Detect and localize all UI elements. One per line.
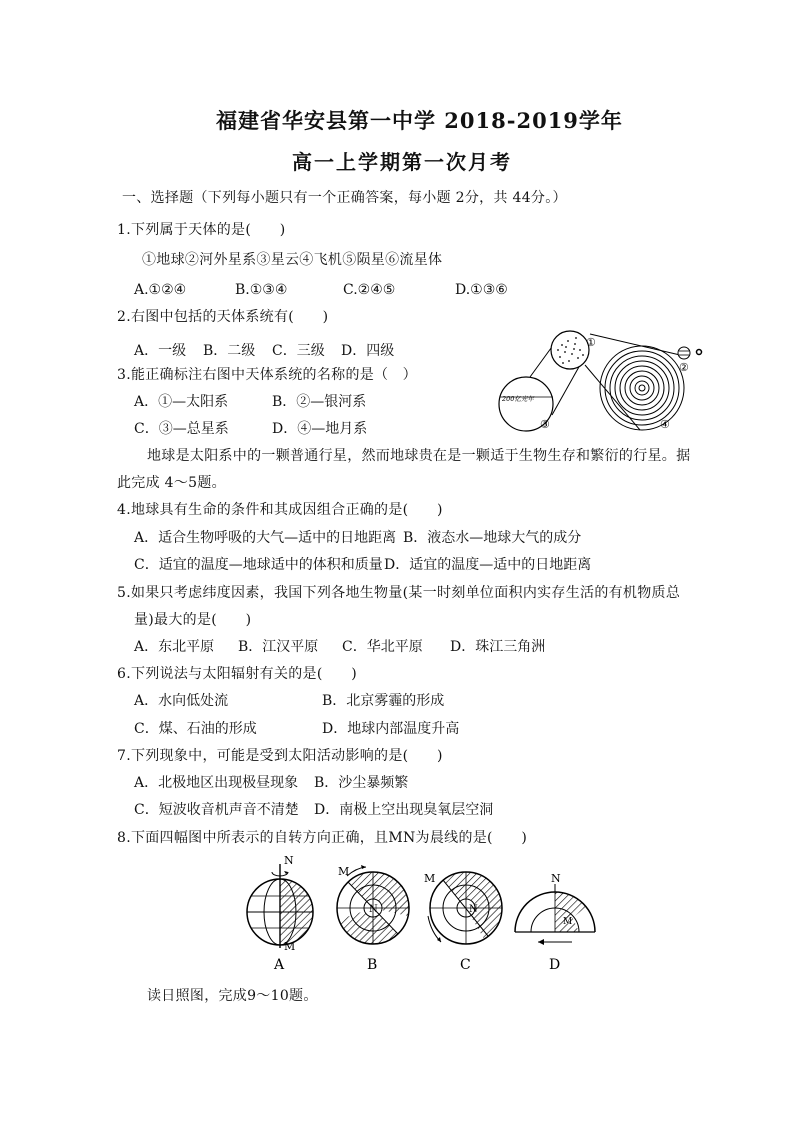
q6-option-a: A．水向低处流: [134, 693, 229, 709]
moon-icon: [697, 350, 702, 355]
passage-1-line-2: 此完成 4～5题。: [117, 475, 226, 491]
q4-option-b: B．液态水—地球大气的成分: [403, 530, 582, 546]
page-title: 福建省华安县第一中学 2018-2019学年: [216, 108, 623, 133]
q5-option-b: B．江汉平原: [238, 639, 319, 655]
q3-option-a: A．①—太阳系: [134, 394, 229, 410]
q3-option-c: C．③—总星系: [134, 421, 229, 437]
q4-option-a: A．适合生物呼吸的大气—适中的日地距离: [134, 530, 397, 546]
diagram-b-n-label: N: [369, 904, 378, 915]
passage-1-line-1: 地球是太阳系中的一颗普通行星，然而地球贵在是一颗适于生物生存和繁衍的行星。据: [147, 448, 691, 464]
q1-items: ①地球②河外星系③星云④飞机⑤陨星⑥流星体: [142, 252, 443, 268]
q5-option-d: D．珠江三角洲: [450, 639, 546, 655]
galaxy-circle: [551, 331, 589, 369]
label-1: ①: [586, 336, 596, 349]
q1-option-d: D.①③⑥: [455, 282, 508, 298]
q3-stem: 3.能正确标注右图中天体系统的名称的是（ ）: [117, 367, 417, 383]
q7-option-d: D．南极上空出现臭氧层空洞: [314, 802, 494, 818]
q6-option-c: C．煤、石油的形成: [134, 721, 257, 737]
earth-icon: [678, 347, 690, 359]
caption-d: D: [549, 957, 561, 973]
q7-option-a: A．北极地区出现极昼现象: [134, 775, 299, 791]
q5-option-a: A．东北平原: [134, 639, 215, 655]
q4-option-d: D．适宜的温度—适中的日地距离: [384, 557, 592, 573]
q2-option-c: C．三级: [272, 343, 325, 359]
q6-option-d: D．地球内部温度升高: [322, 721, 460, 737]
diagram-b-m-label: M: [338, 865, 350, 878]
caption-c: C: [460, 957, 471, 973]
q4-stem: 4.地球具有生命的条件和其成因组合正确的是( ): [117, 502, 443, 518]
label-2: ②: [679, 361, 689, 374]
q1-option-a: A.①②④: [134, 282, 187, 298]
q2-option-d: D．四级: [341, 343, 395, 359]
diagram-c: [424, 872, 502, 973]
rotation-diagrams-figure: [238, 850, 598, 975]
q2-option-a: A．一级: [134, 343, 187, 359]
diagram-a: [247, 854, 313, 973]
q3-option-d: D．④—地月系: [272, 421, 368, 437]
q7-stem: 7.下列现象中，可能是受到太阳活动影响的是( ): [117, 748, 443, 764]
diagram-b: [337, 865, 409, 973]
caption-b: B: [367, 957, 378, 973]
q5-stem-line-1: 5.如果只考虑纬度因素，我国下列各地生物量(某一时刻单位面积内实存生活的有机物质总: [117, 585, 681, 601]
label-3: ③: [540, 418, 550, 431]
q3-option-b: B．②—银河系: [272, 394, 367, 410]
q2-option-b: B．二级: [203, 343, 256, 359]
q4-option-c: C．适宜的温度—地球适中的体积和质量: [134, 557, 383, 573]
q8-stem: 8.下面四幅图中所表示的自转方向正确，且MN为晨线的是( ): [117, 830, 528, 846]
diagram-c-n-label: N: [469, 904, 478, 915]
diagram-d: [515, 872, 595, 973]
caption-a: A: [274, 957, 285, 973]
diagram-a-n-label: N: [284, 854, 294, 867]
passage-2: 读日照图，完成9～10题。: [147, 988, 318, 1004]
q1-option-b: B.①③④: [235, 282, 288, 298]
q2-stem: 2.右图中包括的天体系统有( ): [117, 309, 329, 325]
celestial-systems-figure: [490, 325, 715, 460]
q6-option-b: B．北京雾霾的形成: [322, 693, 445, 709]
q1-stem: 1.下列属于天体的是( ): [117, 222, 286, 238]
q7-option-c: C．短波收音机声音不清楚: [134, 802, 299, 818]
q5-option-c: C．华北平原: [342, 639, 423, 655]
diagram-a-m-label: M: [284, 940, 296, 953]
q5-stem-line-2: 量)最大的是( ): [134, 612, 252, 628]
q6-stem: 6.下列说法与太阳辐射有关的是( ): [117, 666, 357, 682]
q1-option-c: C.②④⑤: [343, 282, 396, 298]
label-4: ④: [660, 418, 670, 431]
page-subtitle: 高一上学期第一次月考: [292, 150, 512, 174]
solar-system-rings: [600, 346, 684, 430]
diagram-c-m-label: M: [424, 872, 436, 885]
scale-label: 200亿光年: [502, 395, 534, 403]
section-heading: 一、选择题（下列每小题只有一个正确答案，每小题 2分，共 44分。）: [122, 190, 567, 206]
diagram-d-n-label: N: [551, 872, 561, 885]
q7-option-b: B．沙尘暴频繁: [314, 775, 409, 791]
diagram-d-m-label: M: [563, 917, 573, 927]
